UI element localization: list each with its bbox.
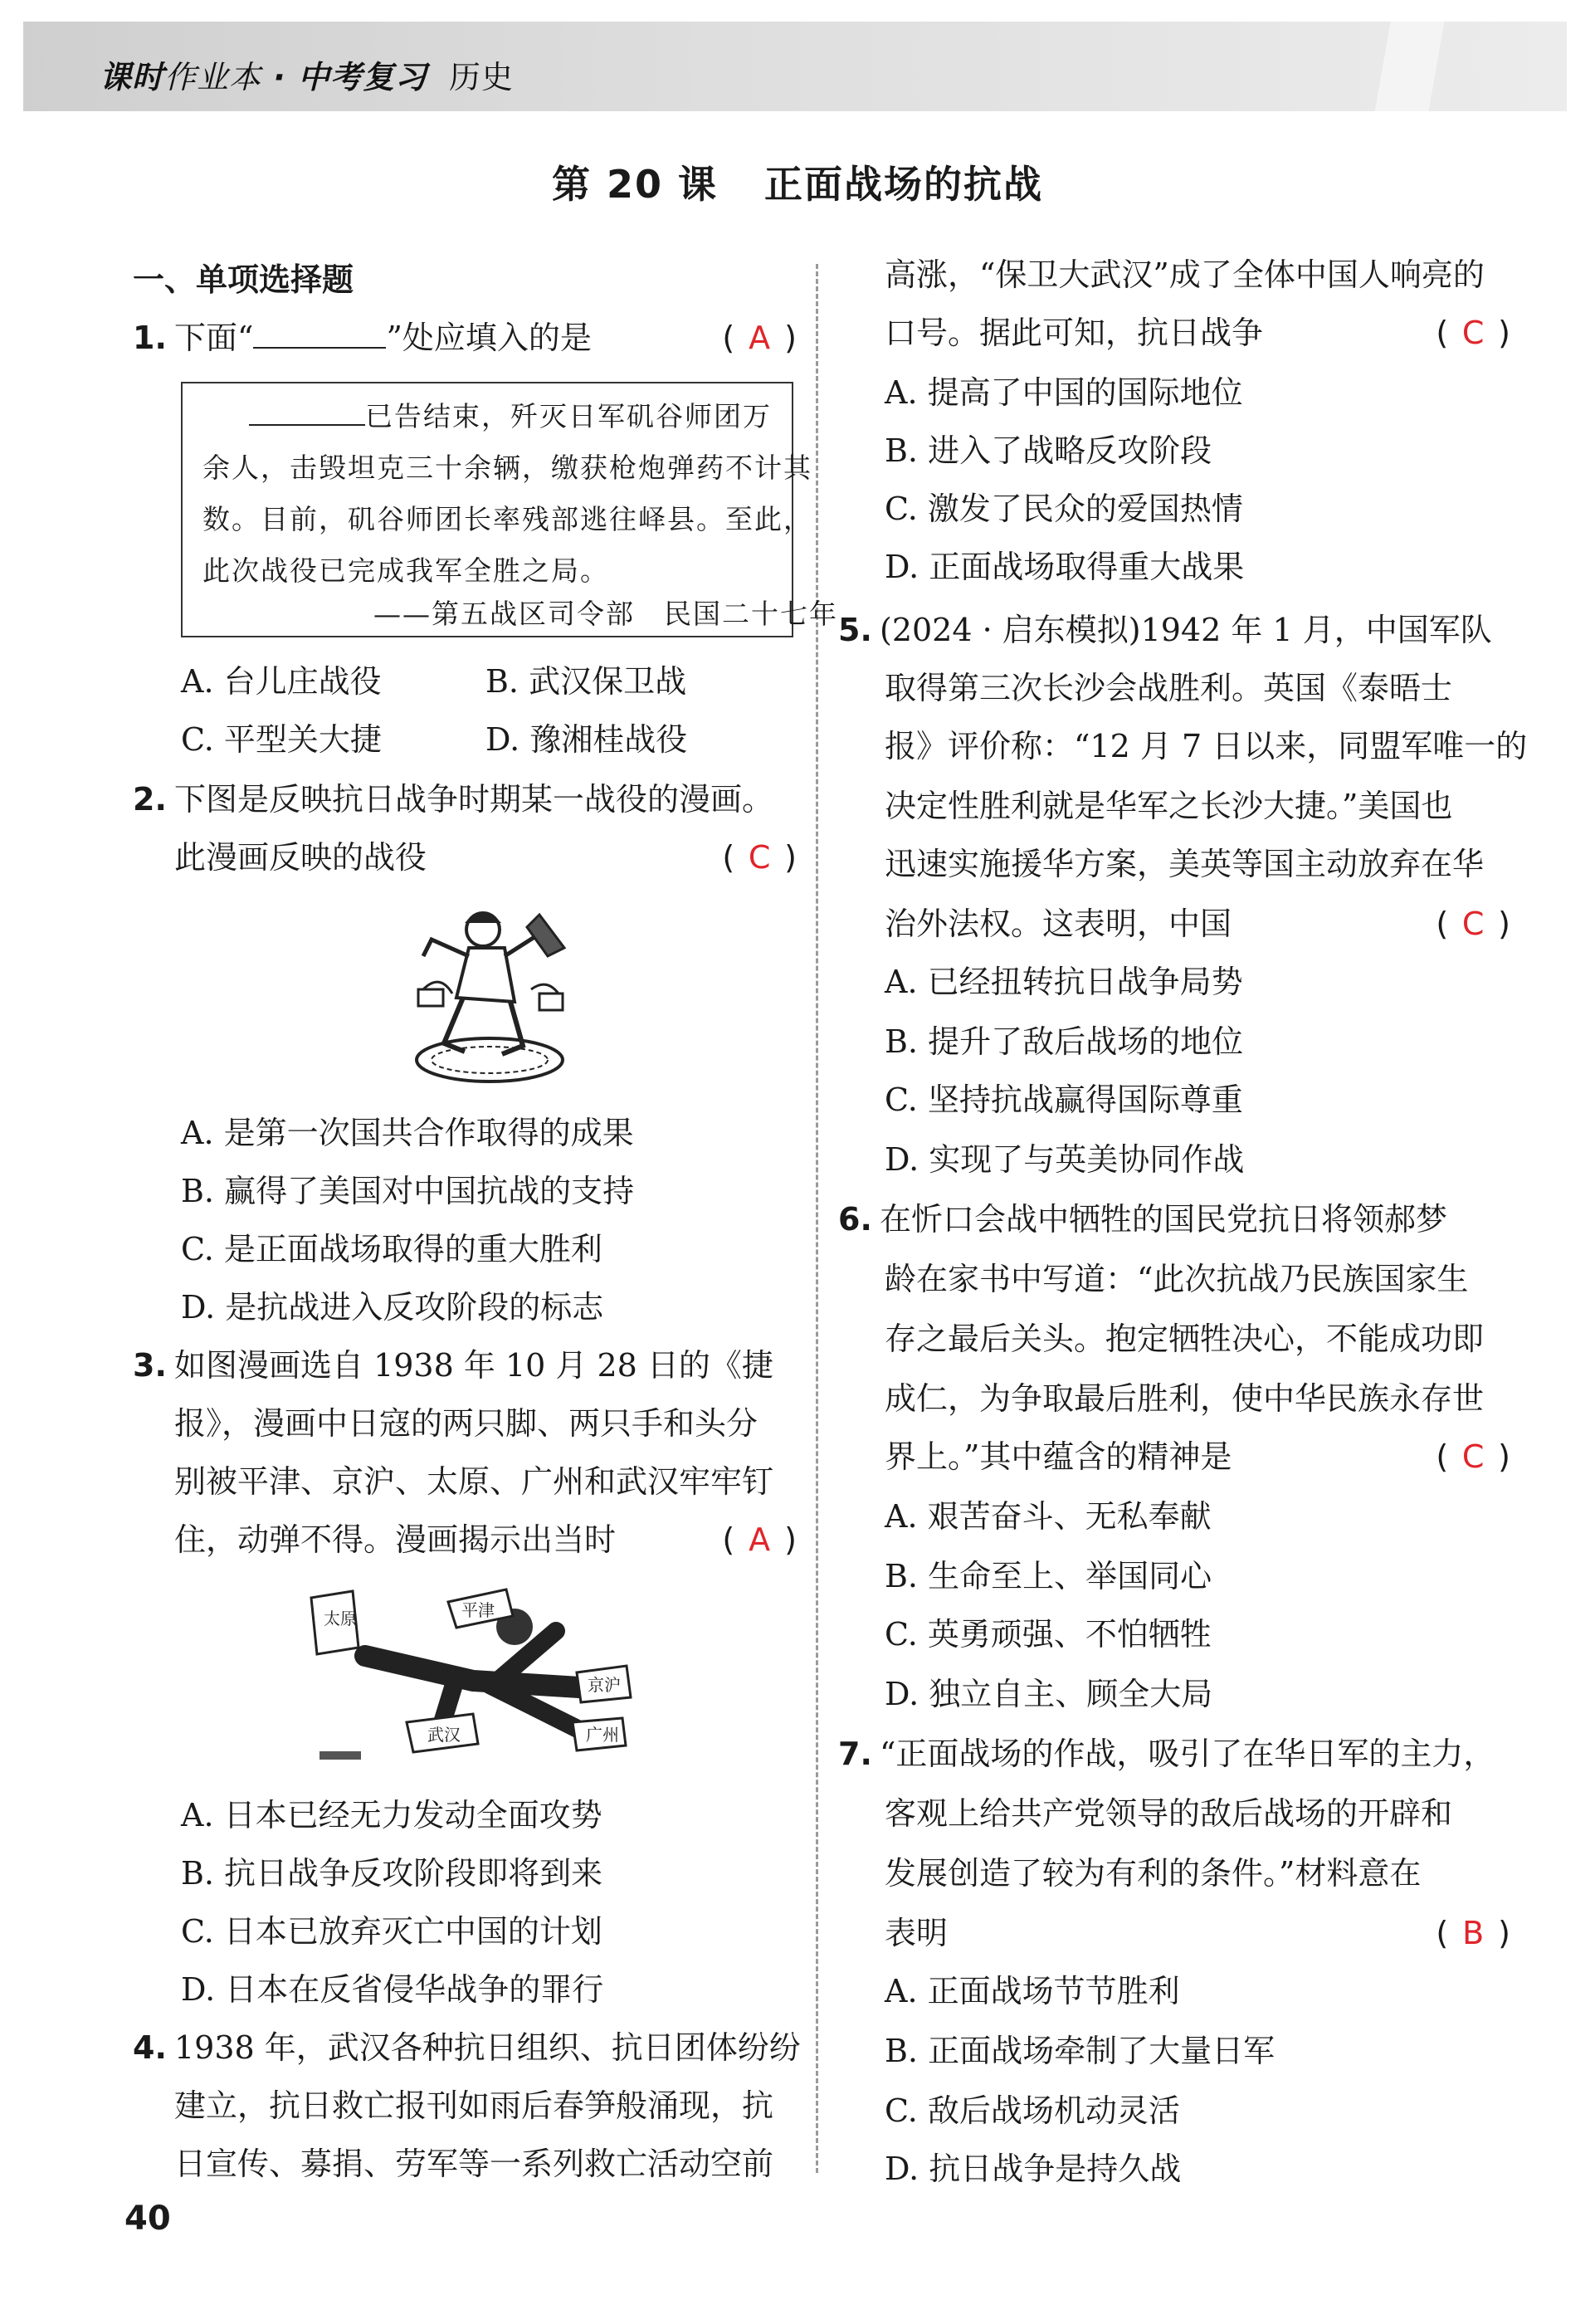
question-5-answer: ( C ) [1436, 906, 1510, 942]
question-5-stem-line-4: 决定性胜利就是华军之长沙大捷。”美国也 [885, 788, 1453, 824]
question-5-stem-line-3: 报》评价称：“12 月 7 日以来，同盟军唯一的 [885, 728, 1528, 764]
question-1-stem: 1. 下面“ ”处应填入的是 [133, 320, 592, 356]
question-7-option-c[interactable]: C. 敌后战场机动灵活 [885, 2092, 1180, 2129]
question-6-option-b[interactable]: B. 生命至上、举国同心 [885, 1558, 1212, 1594]
question-4-stem-line-3: 日宣传、募捐、劳军等一系列救亡活动空前 [174, 2146, 774, 2182]
question-7-stem-line-1: 7. “正面战场的作战，吸引了在华日军的主力， [838, 1736, 1495, 1772]
pinned-invader-cartoon-image [307, 1581, 656, 1764]
question-1-option-a[interactable]: A. 台儿庄战役 [181, 663, 382, 700]
question-1-option-b[interactable]: B. 武汉保卫战 [485, 663, 687, 700]
column-divider [816, 264, 818, 2173]
question-3-option-b[interactable]: B. 抗日战争反攻阶段即将到来 [181, 1855, 603, 1892]
question-6-option-c[interactable]: C. 英勇顽强、不怕牺牲 [885, 1616, 1212, 1653]
subject-label: 历史 [448, 59, 514, 95]
question-1-quote-box: 已告结束，歼灭日军矶谷师团万 余人，击毁坦克三十余辆，缴获枪炮弹药不计其 数。目前，矶谷师团长率残部逃往峄县。至此， 此次战役已完成我军全胜之局。 ——第五战区司令部 民国二十七年 [181, 382, 793, 637]
question-4-option-a[interactable]: A. 提高了中国的国际地位 [885, 374, 1243, 411]
question-7-answer: ( B ) [1436, 1915, 1510, 1951]
question-7-option-d[interactable]: D. 抗日战争是持久战 [885, 2151, 1182, 2187]
question-7-stem-line-3: 发展创造了较为有利的条件。”材料意在 [885, 1855, 1422, 1892]
question-1-option-d[interactable]: D. 豫湘桂战役 [485, 721, 688, 758]
cartoon-label-guangzhou: 广州 [586, 1725, 619, 1745]
question-5-stem-line-5: 迅速实施援华方案，美英等国主动放弃在华 [885, 846, 1485, 882]
question-4-option-b[interactable]: B. 进入了战略反攻阶段 [885, 432, 1212, 469]
question-5-option-c[interactable]: C. 坚持抗战赢得国际尊重 [885, 1081, 1243, 1118]
question-2-option-c[interactable]: C. 是正面战场取得的重大胜利 [181, 1231, 602, 1267]
question-4-stem-line-4: 高涨，“保卫大武汉”成了全体中国人响亮的 [885, 256, 1485, 293]
question-6-answer: ( C ) [1436, 1438, 1510, 1475]
question-4-stem-line-1: 4. 1938 年，武汉各种抗日组织、抗日团体纷纷 [133, 2029, 801, 2066]
question-4-stem-line-2: 建立，抗日救亡报刊如雨后春笋般涌现，抗 [174, 2087, 774, 2124]
fill-blank [253, 319, 386, 349]
question-5-stem-line-2: 取得第三次长沙会战胜利。英国《泰晤士 [885, 670, 1453, 706]
question-6-stem-line-1: 6. 在忻口会战中牺牲的国民党抗日将领郝梦 [838, 1201, 1448, 1238]
question-4-option-d[interactable]: D. 正面战场取得重大战果 [885, 549, 1245, 585]
header-decoration [1326, 22, 1525, 111]
cartoon-label-pingjin: 平津 [461, 1600, 495, 1620]
question-2-option-d[interactable]: D. 是抗战进入反攻阶段的标志 [181, 1289, 604, 1326]
question-4-stem-line-5: 口号。据此可知，抗日战争 [885, 315, 1264, 351]
question-5-stem-line-1: 5. (2024 · 启东模拟)1942 年 1 月，中国军队 [838, 612, 1492, 648]
question-6-stem-line-4: 成仁，为争取最后胜利，使中华民族永存世 [885, 1380, 1485, 1417]
question-7-stem-line-2: 客观上给共产党领导的敌后战场的开辟和 [885, 1795, 1453, 1832]
question-3-option-a[interactable]: A. 日本已经无力发动全面攻势 [181, 1797, 602, 1833]
question-3-option-d[interactable]: D. 日本在反省侵华战争的罪行 [181, 1971, 604, 2008]
question-5-option-a[interactable]: A. 已经扭转抗日战争局势 [885, 964, 1243, 1000]
question-7-stem-line-4: 表明 [885, 1915, 949, 1951]
taierzhuang-cartoon-image [407, 898, 573, 1089]
header-band [23, 22, 1567, 111]
question-1-option-c[interactable]: C. 平型关大捷 [181, 721, 382, 758]
question-3-stem-line-1: 3. 如图漫画选自 1938 年 10 月 28 日的《捷 [133, 1347, 773, 1384]
section-heading: 一、单项选择题 [133, 261, 354, 298]
lesson-name: 正面战场的抗战 [764, 162, 1044, 207]
question-5-option-b[interactable]: B. 提升了敌后战场的地位 [885, 1023, 1244, 1060]
lesson-title [0, 154, 1595, 209]
question-3-answer: ( A ) [722, 1521, 797, 1558]
question-2-stem-line-1: 2. 下图是反映抗日战争时期某一战役的漫画。 [133, 781, 774, 818]
question-5-stem-line-6: 治外法权。这表明，中国 [885, 906, 1232, 942]
question-3-stem-line-4: 住，动弹不得。漫画揭示出当时 [174, 1521, 617, 1558]
book-series-title: 课时作业本 · 中考复习 历史 [100, 59, 514, 95]
question-2-option-a[interactable]: A. 是第一次国共合作取得的成果 [181, 1115, 634, 1151]
quote-source: ——第五战区司令部 民国二十七年 [373, 598, 838, 630]
lesson-number: 第 20 课 [551, 162, 719, 207]
question-6-stem-line-3: 存之最后关头。抱定牺牲决心，不能成功即 [885, 1321, 1485, 1357]
question-7-option-a[interactable]: A. 正面战场节节胜利 [885, 1973, 1180, 2009]
question-3-option-c[interactable]: C. 日本已放弃灭亡中国的计划 [181, 1913, 602, 1950]
cartoon-label-wuhan: 武汉 [427, 1725, 461, 1745]
question-6-stem-line-5: 界上。”其中蕴含的精神是 [885, 1438, 1232, 1475]
question-1-answer: ( A ) [722, 320, 797, 356]
question-4-answer: ( C ) [1436, 315, 1510, 351]
cartoon-label-taiyuan: 太原 [324, 1609, 357, 1628]
question-7-option-b[interactable]: B. 正面战场牵制了大量日军 [885, 2033, 1276, 2069]
page-number: 40 [124, 2200, 171, 2238]
quote-blank [249, 399, 365, 426]
cartoon-label-jinghu: 京沪 [588, 1675, 621, 1695]
question-2-answer: ( C ) [722, 839, 797, 876]
question-2-option-b[interactable]: B. 赢得了美国对中国抗战的支持 [181, 1173, 635, 1209]
question-2-stem-line-2: 此漫画反映的战役 [174, 839, 427, 876]
question-4-option-c[interactable]: C. 激发了民众的爱国热情 [885, 491, 1243, 527]
question-5-option-d[interactable]: D. 实现了与英美协同作战 [885, 1141, 1245, 1178]
question-6-stem-line-2: 龄在家书中写道：“此次抗战乃民族国家生 [885, 1261, 1469, 1297]
question-6-option-d[interactable]: D. 独立自主、顾全大局 [885, 1676, 1213, 1712]
question-3-stem-line-3: 别被平津、京沪、太原、广州和武汉牢牢钉 [174, 1463, 774, 1500]
question-3-stem-line-2: 报》，漫画中日寇的两只脚、两只手和头分 [174, 1405, 758, 1442]
question-6-option-a[interactable]: A. 艰苦奋斗、无私奉献 [885, 1498, 1212, 1535]
